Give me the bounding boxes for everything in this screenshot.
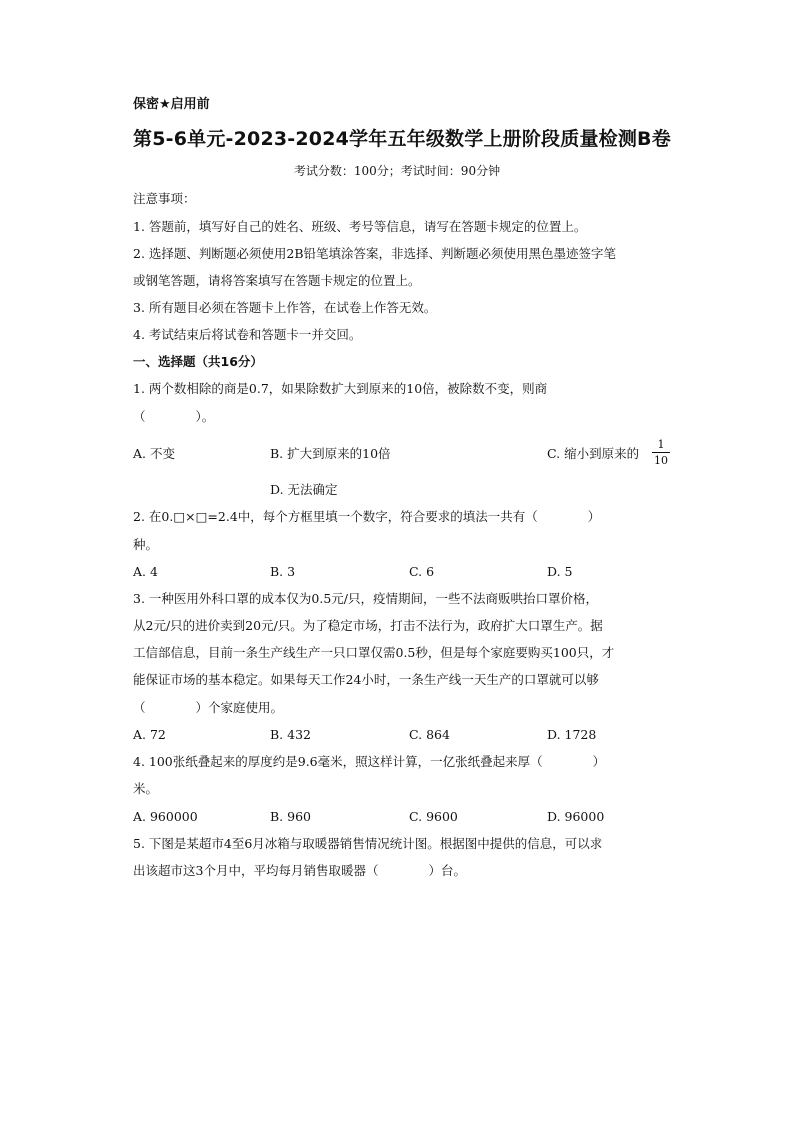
question-2-text-cont: 种。 bbox=[133, 537, 159, 552]
q1-option-d: D. 无法确定 bbox=[270, 482, 338, 497]
q2-option-a: A. 4 bbox=[133, 564, 158, 579]
q2-option-b: B. 3 bbox=[270, 564, 296, 579]
section-heading: 一、选择题（共16分） bbox=[133, 354, 263, 369]
notice-item: 1. 答题前，填写好自己的姓名、班级、考号等信息，请写在答题卡规定的位置上。 bbox=[133, 219, 587, 234]
question-3-text: 3. 一种医用外科口罩的成本仅为0.5元/只，疫情期间，一些不法商贩哄抬口罩价格， bbox=[133, 591, 598, 606]
notice-item: 4. 考试结束后将试卷和答题卡一并交回。 bbox=[133, 327, 362, 342]
question-3-text: 能保证市场的基本稳定。如果每天工作24小时，一条生产线一天生产的口罩就可以够 bbox=[133, 672, 599, 687]
question-3-text: 工信部信息，目前一条生产线生产一只口罩仅需0.5秒，但是每个家庭要购买100只，才 bbox=[133, 645, 615, 660]
q1-option-c: C. 缩小到原来的 bbox=[547, 446, 640, 461]
fraction-denominator: 10 bbox=[654, 454, 668, 467]
exam-subtitle: 考试分数：100分；考试时间：90分钟 bbox=[293, 164, 501, 178]
q1-option-a: A. 不变 bbox=[133, 446, 175, 461]
question-1-text: 1. 两个数相除的商是0.7，如果除数扩大到原来的10倍，被除数不变，则商 bbox=[133, 381, 548, 396]
q4-option-c: C. 9600 bbox=[409, 809, 458, 824]
question-2-text: 2. 在0.□×□=2.4中，每个方框里填一个数字，符合要求的填法一共有（ ） bbox=[133, 509, 601, 524]
question-4-text-cont: 米。 bbox=[133, 781, 159, 796]
q3-option-c: C. 864 bbox=[409, 727, 450, 742]
q4-option-d: D. 96000 bbox=[547, 809, 605, 824]
notice-item: 或钢笔答题，请将答案填写在答题卡规定的位置上。 bbox=[133, 273, 421, 288]
notice-item: 2. 选择题、判断题必须使用2B铅笔填涂答案，非选择、判断题必须使用黑色墨迹签字笔 bbox=[133, 246, 617, 261]
fraction-numerator: 1 bbox=[657, 438, 665, 451]
fraction-bar bbox=[652, 452, 670, 453]
question-4-text: 4. 100张纸叠起来的厚度约是9.6毫米，照这样计算，一亿张纸叠起来厚（ ） bbox=[133, 754, 606, 769]
question-5-text: 5. 下图是某超市4至6月冰箱与取暖器销售情况统计图。根据图中提供的信息，可以求 bbox=[133, 836, 603, 851]
q3-option-a: A. 72 bbox=[133, 727, 166, 742]
notice-item: 3. 所有题目必须在答题卡上作答，在试卷上作答无效。 bbox=[133, 300, 437, 315]
q1-option-b: B. 扩大到原来的10倍 bbox=[270, 446, 391, 461]
question-1-blank: （ ）。 bbox=[133, 409, 215, 424]
question-3-blank: （ ）个家庭使用。 bbox=[133, 700, 284, 715]
q2-option-d: D. 5 bbox=[547, 564, 573, 579]
q1-fraction bbox=[652, 438, 670, 467]
exam-title: 第5-6单元-2023-2024学年五年级数学上册阶段质量检测B卷 bbox=[133, 128, 671, 150]
notice-heading: 注意事项： bbox=[133, 191, 196, 206]
q3-option-d: D. 1728 bbox=[547, 727, 597, 742]
q4-option-b: B. 960 bbox=[270, 809, 311, 824]
q4-option-a: A. 960000 bbox=[133, 809, 198, 824]
confidential-label: 保密★启用前 bbox=[133, 97, 210, 112]
q2-option-c: C. 6 bbox=[409, 564, 435, 579]
question-3-text: 从2元/只的进价卖到20元/只。为了稳定市场，打击不法行为，政府扩大口罩生产。据 bbox=[133, 618, 603, 633]
question-5-text-cont: 出该超市这3个月中，平均每月销售取暖器（ ）台。 bbox=[133, 863, 466, 878]
q3-option-b: B. 432 bbox=[270, 727, 311, 742]
